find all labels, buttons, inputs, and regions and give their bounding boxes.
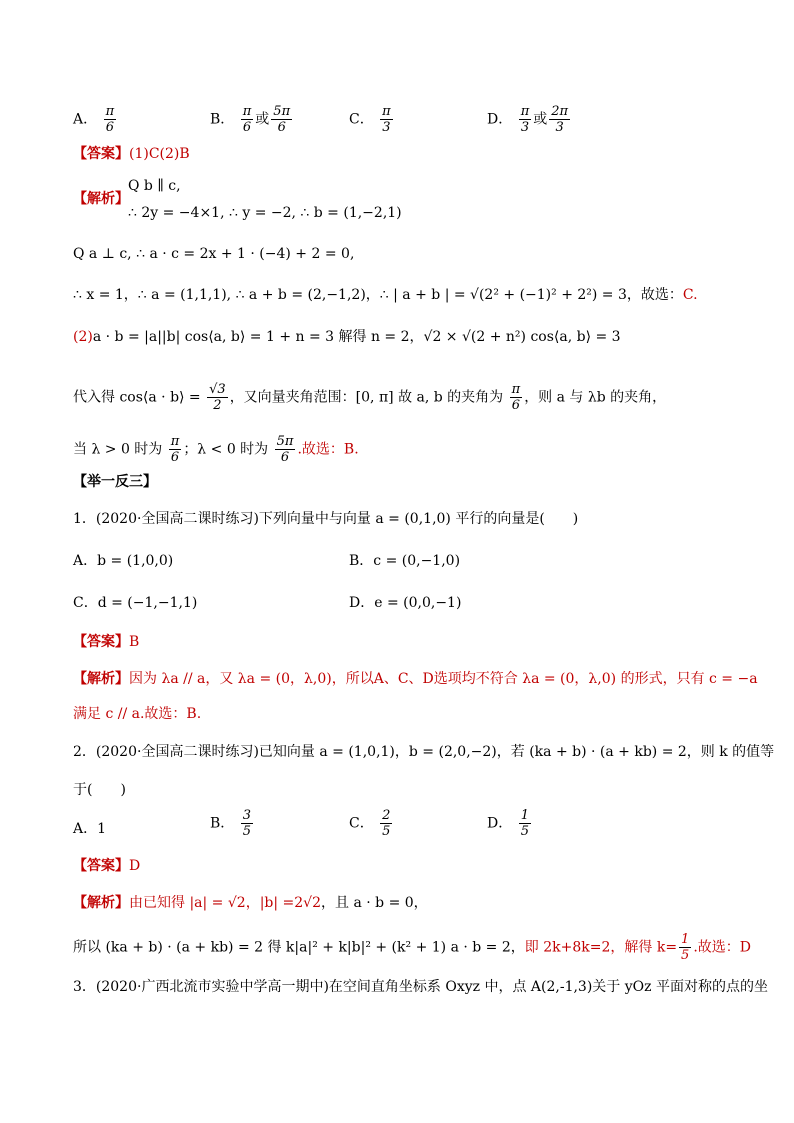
analysis-line: 当 λ > 0 时为 $\frac{\pi}{6}$ ；λ < 0 时为 $\frac{5\pi}{6}$ .故选：B. — [73, 434, 359, 465]
option-c: C．d = (−1,−1,1) — [73, 595, 198, 611]
option-d: D． $\frac{\pi}{3}$ 或 $\frac{2\pi}{3}$ — [487, 104, 569, 135]
option-b: B． $\frac{\pi}{6}$ 或 $\frac{5\pi}{6}$ — [210, 104, 291, 135]
option-a — [73, 104, 118, 135]
option-a: A．b = (1,0,0) — [73, 553, 174, 569]
fraction: $\frac{\pi}{3}$ — [382, 104, 391, 135]
analysis-line: ∴ x = 1，∴ a = (1,1,1), ∴ a + b = (2,−1,2)，∴ | a + b | = √(2² + (−1)² + 2²) = 3，故选：C. — [73, 287, 698, 303]
fraction: $\frac{1}{5}$ — [520, 808, 529, 839]
section-title: 【举一反三】 — [73, 474, 157, 490]
fraction: $\frac{\pi}{6}$ — [170, 434, 180, 465]
answer-tag: 【答案】 — [73, 634, 129, 650]
analysis-line: 满足 c // a.故选：B. — [73, 706, 202, 722]
analysis-line: 【解析】因为 λa // a，又 λa = (0，λ,0)，所以A、C、D选项均不符合 λa = (0，λ,0) 的形式，只有 c = −a — [73, 671, 758, 687]
analysis-line: 所以 (ka + b) · (a + kb) = 2 得 k|a|² + k|b|² + (k² + 1) a · b = 2，即 2k+8k=2，解得 k= $\frac{1}{5}$ .故选：D — [73, 932, 752, 963]
analysis-line: 【解析】由已知得 |a| = √2，|b| =2√2，且 a · b = 0， — [73, 895, 428, 911]
option-letter: A． — [73, 111, 98, 128]
answer-line — [73, 632, 139, 652]
fraction: $\frac{\pi}{6}$ — [105, 104, 115, 135]
fraction: $\frac{5\pi}{6}$ — [273, 104, 291, 135]
option-letter: D． — [487, 111, 513, 128]
answer-value: (1)C(2)B — [129, 146, 190, 162]
answer-tag: 【答案】 — [73, 858, 129, 874]
fraction: $\frac{1}{5}$ — [681, 932, 690, 963]
analysis-line: (2)a · b = |a||b| cos⟨a, b⟩ = 1 + n = 3 解得 n = 2，√2 × √(2 + n²) cos⟨a, b⟩ = 3 — [73, 329, 621, 345]
answer-tag: 【答案】 — [73, 146, 129, 162]
fraction: $\frac{√3}{2}$ — [209, 382, 226, 413]
fraction: $\frac{\pi}{3}$ — [520, 104, 530, 135]
question-stem: 1．(2020·全国高二课时练习)下列向量中与向量 a = (0,1,0) 平行的向量是( ) — [73, 511, 579, 527]
fraction: $\frac{\pi}{6}$ — [511, 382, 521, 413]
question-stem: 于( ) — [73, 782, 126, 798]
analysis-tag: 【解析】 — [73, 671, 129, 687]
fraction: $\frac{5\pi}{6}$ — [276, 434, 294, 465]
analysis-line: ∴ 2y = −4×1, ∴ y = −2, ∴ b = (1,−2,1) — [128, 205, 402, 221]
option-d: D．e = (0,0,−1) — [349, 595, 462, 611]
answer-line — [73, 144, 190, 164]
analysis-tag: 【解析】 — [73, 191, 129, 207]
option-b: B． $\frac{3}{5}$ — [210, 808, 252, 839]
answer-value: D — [129, 858, 141, 874]
option-b: B．c = (0,−1,0) — [349, 553, 461, 569]
analysis-line: 代入得 cos⟨a · b⟩ = $\frac{√3}{2}$ ，又向量夹角范围：[0, π] 故 a, b 的夹角为 $\frac{\pi}{6}$ ，则 a 与 λb 的夹角， — [73, 382, 667, 413]
fraction: $\frac{2\pi}{3}$ — [551, 104, 569, 135]
analysis-line: Q b ∥ c, — [128, 178, 181, 194]
option-letter: B． — [210, 111, 235, 128]
fraction: $\frac{\pi}{6}$ — [242, 104, 252, 135]
option-c: C． $\frac{2}{5}$ — [349, 808, 391, 839]
question-stem: 2．(2020·全国高二课时练习)已知向量 a = (1,0,1)，b = (2,0,−2)，若 (ka + b) · (a + kb) = 2，则 k 的值等 — [73, 744, 775, 760]
answer-line — [73, 856, 140, 876]
analysis-tag: 【解析】 — [73, 895, 129, 911]
fraction: $\frac{2}{5}$ — [382, 808, 391, 839]
answer-value: B — [129, 634, 140, 650]
fraction: $\frac{3}{5}$ — [242, 808, 252, 839]
analysis-line: Q a ⊥ c, ∴ a · c = 2x + 1 · (−4) + 2 = 0, — [73, 246, 355, 262]
question-stem: 3．(2020·广西北流市实验中学高一期中)在空间直角坐标系 Oxyz 中，点 A(2,-1,3)关于 yOz 平面对称的点的坐 — [73, 979, 768, 995]
option-a: A．1 — [73, 821, 107, 837]
option-c — [349, 104, 395, 135]
option-letter: C． — [349, 111, 374, 128]
option-d: D． $\frac{1}{5}$ — [487, 808, 529, 839]
